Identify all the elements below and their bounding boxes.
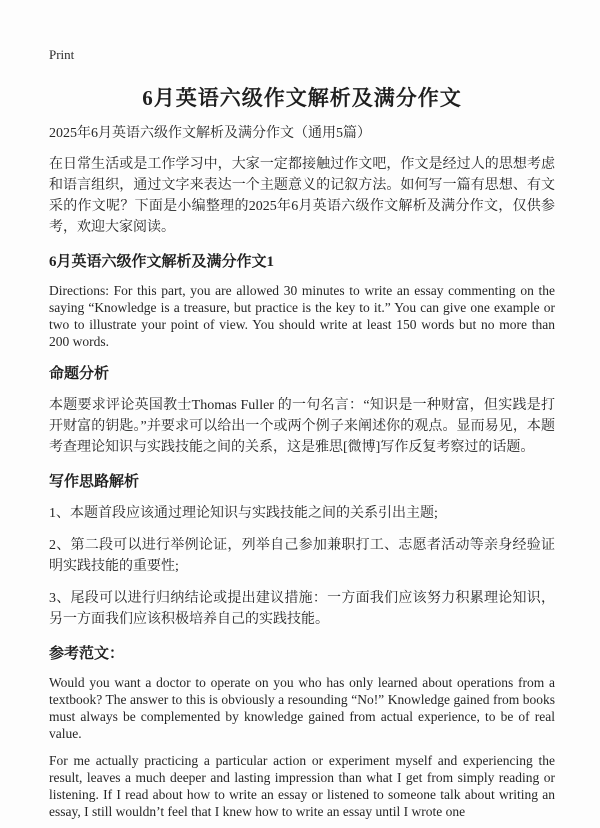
sample-paragraph-1: Would you want a doctor to operate on you who has only learned about operations from a textbook? The answer to this is obviously a resounding “No!” Knowledge gained from books must always be complemented by knowledge gained from actual experience, to be of real value. xyxy=(49,675,555,741)
page-title: 6月英语六级作文解析及满分作文 xyxy=(142,86,462,110)
analysis-paragraph: 本题要求评论英国教士Thomas Fuller 的一句名言：“知识是一种财富，但实践是打开财富的钥匙。”并要求可以给出一个或两个例子来阐述你的观点。显而易见，本题考查理论知识与实践技能之间的关系，这是雅思[微博]写作反复考察过的话题。 xyxy=(49,398,555,455)
article-subtitle: 2025年6月英语六级作文解析及满分作文（通用5篇） xyxy=(49,126,371,141)
outline-point-3: 3、尾段可以进行归纳结论或提出建议措施：一方面我们应该努力积累理论知识，另一方面我们应该积极培养自己的实践技能。 xyxy=(49,591,555,627)
print-button[interactable]: Print xyxy=(49,47,75,62)
intro-paragraph: 在日常生活或是工作学习中，大家一定都接触过作文吧，作文是经过人的思想考虑和语言组织，通过文字来表达一个主题意义的记叙方法。如何写一篇有思想、有文采的作文呢？下面是小编整理的2025年6月英语六级作文解析及满分作文，仅供参考，欢迎大家阅读。 xyxy=(49,157,555,235)
sample-essay-heading: 参考范文： xyxy=(49,646,125,662)
directions-paragraph: Directions: For this part, you are allowed 30 minutes to write an essay commenting on the saying “Knowledge is a treasure, but practice is the key to it.” You can give one example or two to illustrate your point of view. You should write at least 150 words but no more than 200 words. xyxy=(49,283,555,349)
outline-heading: 写作思路解析 xyxy=(49,474,140,490)
outline-point-1: 1、本题首段应该通过理论知识与实践技能之间的关系引出主题; xyxy=(49,506,438,521)
outline-point-2: 2、第二段可以进行举例论证，列举自己参加兼职打工、志愿者活动等亲身经验证明实践技能的重要性; xyxy=(49,538,555,574)
sample-paragraph-2: For me actually practicing a particular action or experiment myself and experiencing the result, leaves a much deeper and lasting impression than what I get from simply reading or listening. If I read about how to write an essay or listened to someone talk about writing an essay, I still wouldn’t feel that I knew how to write an essay until I wrote one xyxy=(49,753,555,819)
analysis-heading: 命题分析 xyxy=(49,366,110,382)
section1-heading: 6月英语六级作文解析及满分作文1 xyxy=(49,254,275,270)
